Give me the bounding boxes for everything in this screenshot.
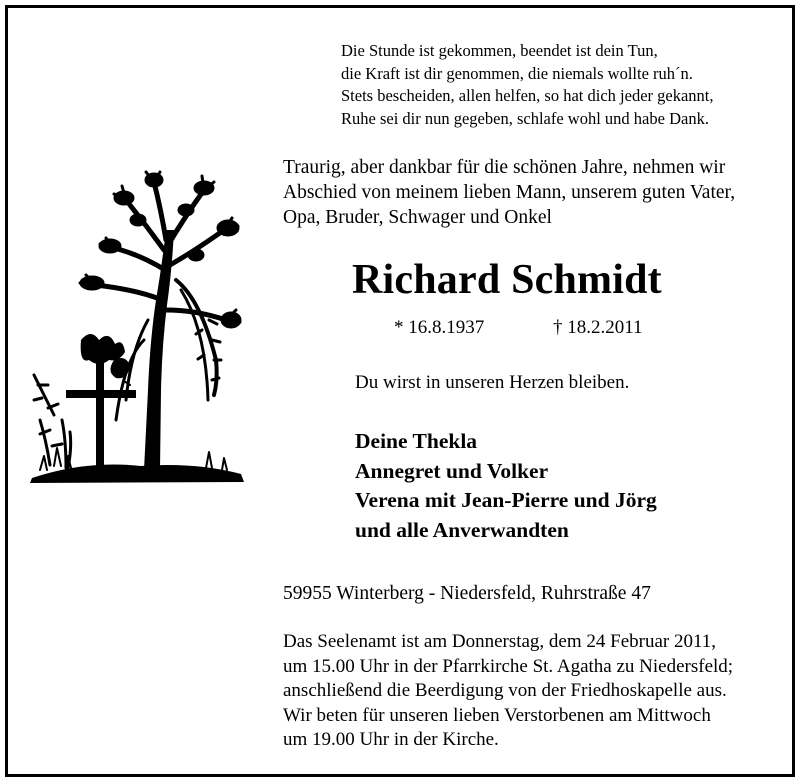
intro-line: Abschied von meinem lieben Mann, unserem guten Vater, (283, 182, 736, 203)
family-line: Verena mit Jean-Pierre und Jörg (355, 488, 657, 512)
service-line: um 15.00 Uhr in der Pfarrkirche St. Agatha zu Niedersfeld; (283, 655, 734, 677)
birth-date: * 16.8.1937 (394, 317, 485, 338)
family-line: Deine Thekla (355, 429, 478, 453)
family-line: und alle Anverwandten (355, 517, 569, 542)
service-line: anschließend die Beerdigung von der Friedhoskapelle aus. (283, 680, 727, 701)
poem-verse (341, 40, 714, 130)
service-line: Wir beten für unseren lieben Verstorbenen am Mittwoch (283, 704, 711, 726)
poem-line: Ruhe sei dir nun gegeben, schlafe wohl und habe Dank. (341, 108, 709, 128)
death-date: † 18.2.2011 (553, 317, 643, 338)
family-address: 59955 Winterberg - Niedersfeld, Ruhrstraße 47 (283, 583, 651, 604)
service-line: Das Seelenamt ist am Donnerstag, dem 24 Februar 2011, (283, 631, 717, 652)
poem-line: die Kraft ist dir genommen, die niemals wollte ruh´n. (341, 63, 693, 83)
poem-line: Stets bescheiden, allen helfen, so hat dich jeder gekannt, (341, 86, 714, 105)
intro-text (283, 155, 735, 230)
intro-line: Traurig, aber dankbar für die schönen Jahre, nehmen wir (283, 157, 726, 178)
poem-line: Die Stunde ist gekommen, beendet ist dein Tun, (341, 41, 658, 60)
farewell-line: Du wirst in unseren Herzen bleiben. (355, 372, 630, 393)
deceased-name: Richard Schmidt (352, 257, 662, 303)
intro-line: Opa, Bruder, Schwager und Onkel (283, 207, 552, 228)
service-line: um 19.00 Uhr in der Kirche. (283, 729, 499, 750)
service-information (283, 630, 733, 753)
tree-and-cross-illustration (26, 170, 256, 485)
family-signatures (355, 427, 657, 545)
family-line: Annegret und Volker (355, 458, 549, 483)
